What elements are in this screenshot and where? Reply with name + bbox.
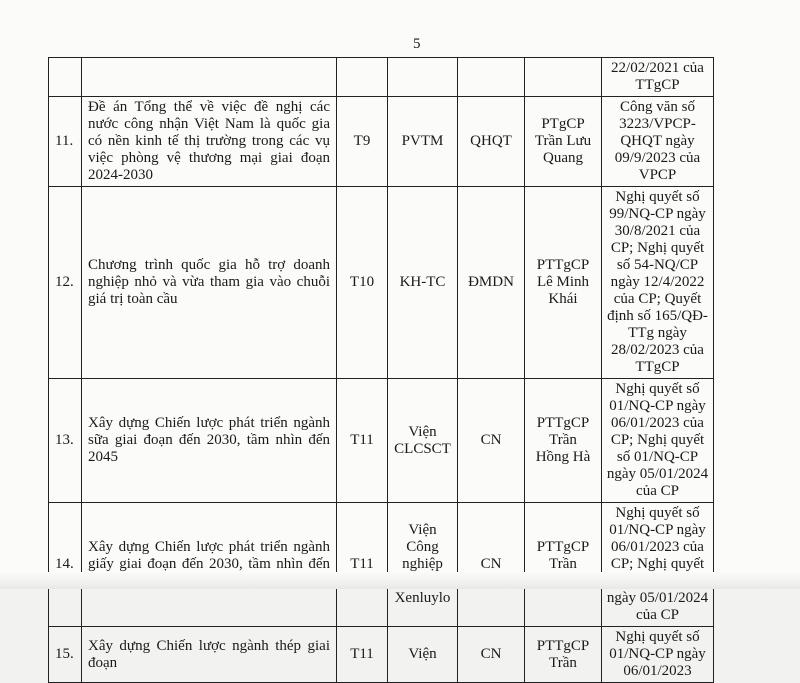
table-row <box>49 187 714 379</box>
row-number-cell <box>49 58 82 97</box>
approver-cell: PTTgCP Trần <box>525 627 602 683</box>
lead-unit-cell: Viện <box>388 627 458 683</box>
reference-cell: 22/02/2021 của TTgCP <box>602 58 714 97</box>
task-cell: Đề án Tổng thể về việc đề nghị các nước công nhận Việt Nam là quốc gia có nền kinh tế thị trường trong các vụ việc phòng vệ thương mại giai đoạn 2024-2030 <box>82 97 337 187</box>
reference-cell: Nghị quyết số 01/NQ-CP ngày 06/01/2023 <box>602 627 714 683</box>
code-cell: T10 <box>337 187 388 379</box>
row-number-cell: 11. <box>49 97 82 187</box>
row-number-cell: 12. <box>49 187 82 379</box>
approver-cell: PTTgCP Trần Hồng Hà <box>525 379 602 503</box>
task-cell: Xây dựng Chiến lược ngành thép giai đoạn <box>82 627 337 683</box>
table-row <box>49 97 714 187</box>
task-cell: Xây dựng Chiến lược phát triển ngành sữa giai đoạn đến 2030, tầm nhìn đến 2045 <box>82 379 337 503</box>
code-cell: T11 <box>337 379 388 503</box>
lead-unit-cell: PVTM <box>388 97 458 187</box>
task-cell: Xây dựng Chiến lược phát triển ngành giấy giai đoạn đến 2030, tầm nhìn đến <box>82 503 337 627</box>
table-row <box>49 503 714 627</box>
row-number-cell: 13. <box>49 379 82 503</box>
lead-unit-cell: Viện Công nghiệp Xenluylo <box>388 503 458 627</box>
reference-cell: Nghị quyết số 01/NQ-CP ngày 06/01/2023 của CP; Nghị quyết số 01/NQ-CP ngày 05/01/2024 của CP <box>602 379 714 503</box>
table-row <box>49 627 714 683</box>
coordinating-unit-cell <box>458 58 525 97</box>
reference-cell: Nghị quyết số 99/NQ-CP ngày 30/8/2021 của CP; Nghị quyết số 54-NQ/CP ngày 12/4/2022 của CP; Quyết định số 165/QĐ-TTg ngày 28/02/2023 của TTgCP <box>602 187 714 379</box>
code-cell: T9 <box>337 97 388 187</box>
task-cell: Chương trình quốc gia hỗ trợ doanh nghiệp nhỏ và vừa tham gia vào chuỗi giá trị toàn cầu <box>82 187 337 379</box>
lead-unit-cell <box>388 58 458 97</box>
page-number: 5 <box>413 36 421 52</box>
table-row <box>49 58 714 97</box>
task-table <box>48 57 714 683</box>
coordinating-unit-cell: ĐMDN <box>458 187 525 379</box>
code-cell: T11 <box>337 627 388 683</box>
lead-unit-cell: Viện CLCSCT <box>388 379 458 503</box>
approver-cell <box>525 58 602 97</box>
coordinating-unit-cell: CN <box>458 627 525 683</box>
code-cell <box>337 58 388 97</box>
approver-cell: PTTgCP Trần <box>525 503 602 627</box>
reference-cell: Công văn số 3223/VPCP-QHQT ngày 09/9/2023 của VPCP <box>602 97 714 187</box>
approver-cell: PTgCP Trần Lưu Quang <box>525 97 602 187</box>
page-bottom-edge <box>0 572 800 589</box>
coordinating-unit-cell: QHQT <box>458 97 525 187</box>
row-number-cell: 14. <box>49 503 82 627</box>
approver-cell: PTTgCP Lê Minh Khái <box>525 187 602 379</box>
coordinating-unit-cell: CN <box>458 503 525 627</box>
code-cell: T11 <box>337 503 388 627</box>
reference-cell: Nghị quyết số 01/NQ-CP ngày 06/01/2023 của CP; Nghị quyết ngày 05/01/2024 của CP <box>602 503 714 627</box>
lead-unit-cell: KH-TC <box>388 187 458 379</box>
task-cell <box>82 58 337 97</box>
table-row <box>49 379 714 503</box>
row-number-cell: 15. <box>49 627 82 683</box>
coordinating-unit-cell: CN <box>458 379 525 503</box>
